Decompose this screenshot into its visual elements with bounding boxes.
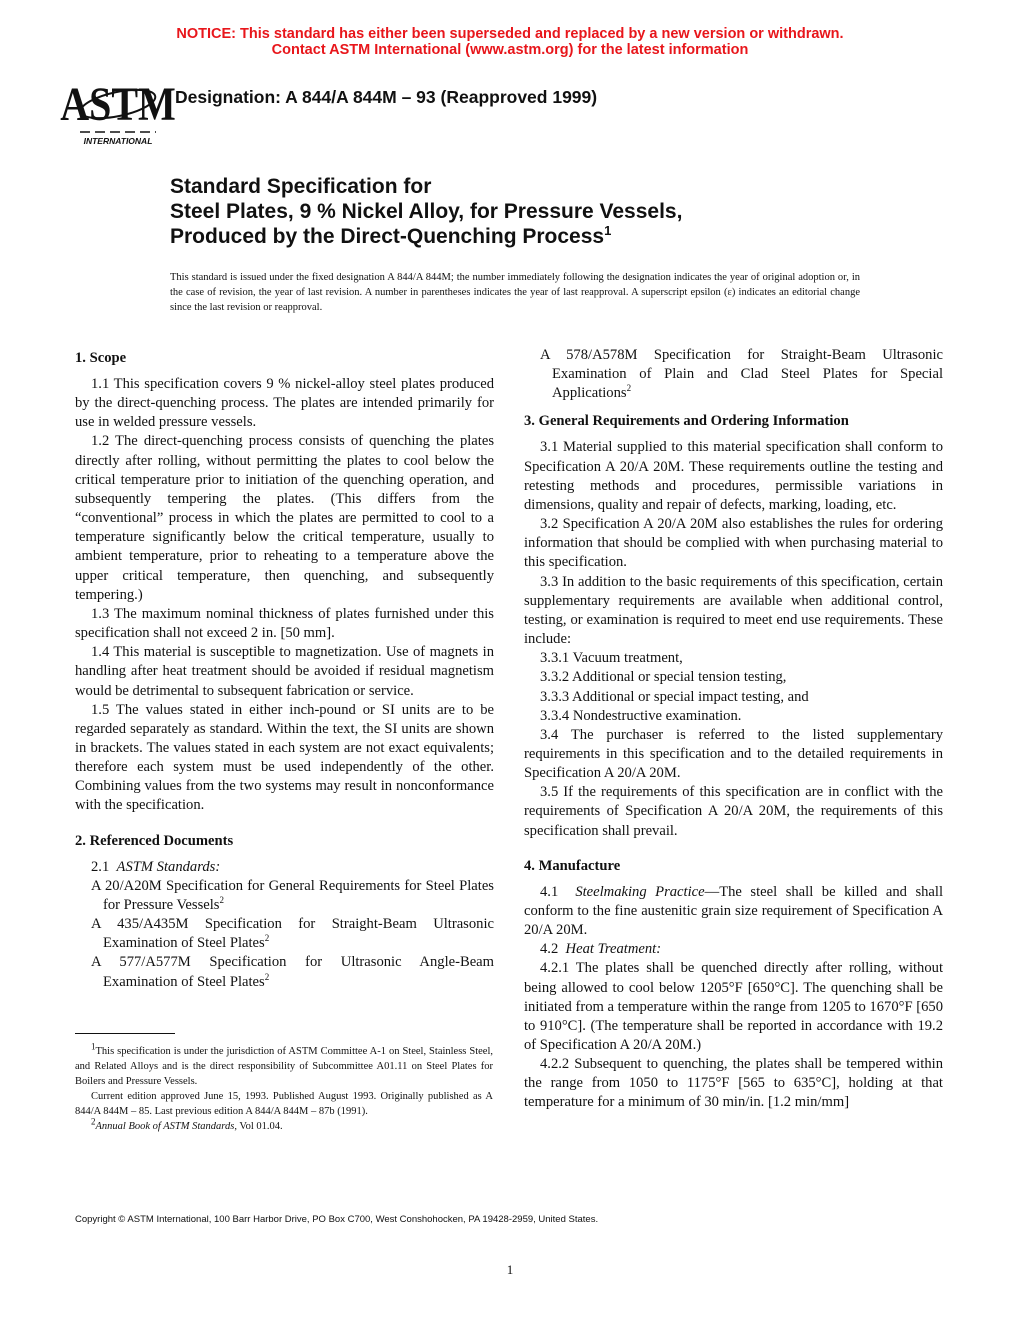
- section-heading-general-requirements: 3. General Requirements and Ordering Information: [524, 413, 849, 430]
- footnote-1-edition: Current edition approved June 15, 1993. Published August 1993. Originally published as A 844/A 844M – 85. Last previous edition A 844/A 844M – 87b (1991).: [75, 1091, 493, 1117]
- section-heading-referenced-documents: 2. Referenced Documents: [75, 832, 234, 849]
- paragraph-2-1: 2.1 ASTM Standards:: [91, 858, 221, 875]
- paragraph-1-1: 1.1 This specification covers 9 % nickel-alloy steel plates produced by the direct-quenching process. The plates are intended primarily for use in welded pressure vessels.: [75, 376, 494, 431]
- svg-text:INTERNATIONAL: INTERNATIONAL: [83, 136, 153, 146]
- list-item-3-3-2: 3.3.2 Additional or special tension testing,: [540, 669, 787, 686]
- list-item-3-3-3: 3.3.3 Additional or special impact testing, and: [540, 688, 809, 705]
- paragraph-4-2: 4.2 Heat Treatment:: [540, 941, 662, 958]
- issuance-note: This standard is issued under the fixed designation A 844/A 844M; the number immediately following the designation indicates the year of original adoption or, in the case of revision, the year of last revision. A number in parentheses indicates the year of last reapproval. A superscript epsilon (ε) indicates an editorial change since the last revision or reapproval.: [170, 272, 860, 313]
- footnote-divider: [75, 1033, 175, 1034]
- paragraph-3-1: 3.1 Material supplied to this material specification shall conform to Specification A 20/A 20M. These requirements outline the testing and retesting methods and procedures, permissible variations in dimensions, quality and repair of defects, marking, loading, etc.: [524, 439, 943, 513]
- list-item-3-3-1: 3.3.1 Vacuum treatment,: [540, 650, 683, 667]
- astm-logo: [60, 72, 176, 146]
- title-line-3: Produced by the Direct-Quenching Process$^1$: [170, 223, 612, 248]
- designation: Designation: A 844/A 844M – 93 (Reapproved 1999): [175, 87, 598, 107]
- section-heading-scope: 1. Scope: [75, 350, 127, 366]
- reference-item: A 20/A20M Specification for General Requirements for Steel Plates for Pressure Vessels$^2$: [91, 877, 494, 913]
- paragraph-3-5: 3.5 If the requirements of this specification are in conflict with the requirements of Specification A 20/A 20M, the requirements of this specification shall prevail.: [524, 784, 943, 839]
- paragraph-3-4: 3.4 The purchaser is referred to the listed supplementary requirements in this specification and to the detailed requirements in Specification A 20/A 20M.: [524, 726, 943, 782]
- document-title: [170, 174, 682, 249]
- footnote-1: $^1$This specification is under the jurisdiction of ASTM Committee A-1 on Steel, Stainless Steel, and Related Alloys and is the direct responsibility of Subcommittee A01.11 on Steel Plates for Boilers and Pressure Vessels.: [75, 1041, 493, 1087]
- reference-item: A 435/A435M Specification for Straight-Beam Ultrasonic Examination of Steel Plates$^2$: [91, 916, 494, 952]
- paragraph-1-3: 1.3 The maximum nominal thickness of plates furnished under this specification shall not exceed 2 in. [50 mm].: [75, 605, 494, 642]
- right-column: [524, 346, 943, 1113]
- reference-item: A 578/A578M Specification for Straight-Beam Ultrasonic Examination of Plain and Clad Steel Plates for Special Applications$^2$: [540, 347, 943, 402]
- paragraph-4-1: 4.1 Steelmaking Practice—The steel shall be killed and shall conform to the fine austenitic grain size requirement of Specification A 20/A 20M.: [524, 883, 944, 939]
- title-line-2: Steel Plates, 9 % Nickel Alloy, for Pressure Vessels,: [170, 200, 683, 223]
- title-line-1: Standard Specification for: [170, 175, 432, 198]
- paragraph-1-2: 1.2 The direct-quenching process consists of quenching the plates directly after rolling, without permitting the plates to cool below the critical temperature prior to initiation of the quenching operation, and subsequently tempering the plates. (This differs from the “conventional” process in which the plates are permitted to cool to a temperature significantly below the critical temperature, usually to ambient temperature, prior to reheating to a temperature above the upper critical temperature, then quenching, and subsequently tempering.): [75, 433, 494, 603]
- reference-item: A 577/A577M Specification for Ultrasonic Angle-Beam Examination of Steel Plates$^2$: [91, 954, 494, 990]
- notice-line-1: NOTICE: This standard has either been superseded and replaced by a new version or withdrawn.: [176, 26, 844, 42]
- footnote-2: $^2$Annual Book of ASTM Standards, Vol 01.04.: [91, 1116, 283, 1132]
- copyright: Copyright © ASTM International, 100 Barr Harbor Drive, PO Box C700, West Conshohocken, PA 19428-2959, United States.: [75, 1214, 599, 1225]
- list-item-3-3-4: 3.3.4 Nondestructive examination.: [540, 707, 742, 724]
- supersede-notice: [0, 26, 1020, 58]
- section-heading-manufacture: 4. Manufacture: [524, 857, 621, 874]
- footnotes: [75, 1041, 493, 1134]
- left-column: [75, 346, 494, 992]
- svg-text:ASTM: ASTM: [60, 77, 176, 131]
- page-number: 1: [506, 1262, 514, 1277]
- notice-line-2: Contact ASTM International (www.astm.org) for the latest information: [271, 42, 749, 58]
- paragraph-1-4: 1.4 This material is susceptible to magnetization. Use of magnets in handling after heat treatment should be avoided if residual magnetism would be detrimental to subsequent fabrication or service.: [75, 644, 494, 699]
- paragraph-4-2-2: 4.2.2 Subsequent to quenching, the plates shall be tempered within the range from 1050 to 1175°F [565 to 635°C], holding at that temperature for a minimum of 30 min/in. [1.2 min/mm]: [524, 1056, 943, 1111]
- paragraph-1-5: 1.5 The values stated in either inch-pound or SI units are to be regarded separately as standard. Within the text, the SI units are shown in brackets. The values stated in each system are not exact equivalents; therefore each system must be used independently of the other. Combining values from the two systems may result in nonconformance with the specification.: [75, 701, 494, 814]
- paragraph-4-2-1: 4.2.1 The plates shall be quenched directly after rolling, without being allowed to cool below 1205°F [650°C]. The quenching shall be initiated from a temperature within the range from 1205 to 1670°F [650 to 910°C]. (The temperature shall be reported in accordance with 19.2 of Specification A 20/A 20M.): [524, 960, 943, 1053]
- paragraph-3-2: 3.2 Specification A 20/A 20M also establishes the rules for ordering information that should be complied with when purchasing material to this specification.: [524, 516, 943, 571]
- paragraph-3-3: 3.3 In addition to the basic requirements of this specification, certain supplementary requirements are available when additional control, testing, or examination is required to meet end use requirements. These include:: [524, 573, 943, 648]
